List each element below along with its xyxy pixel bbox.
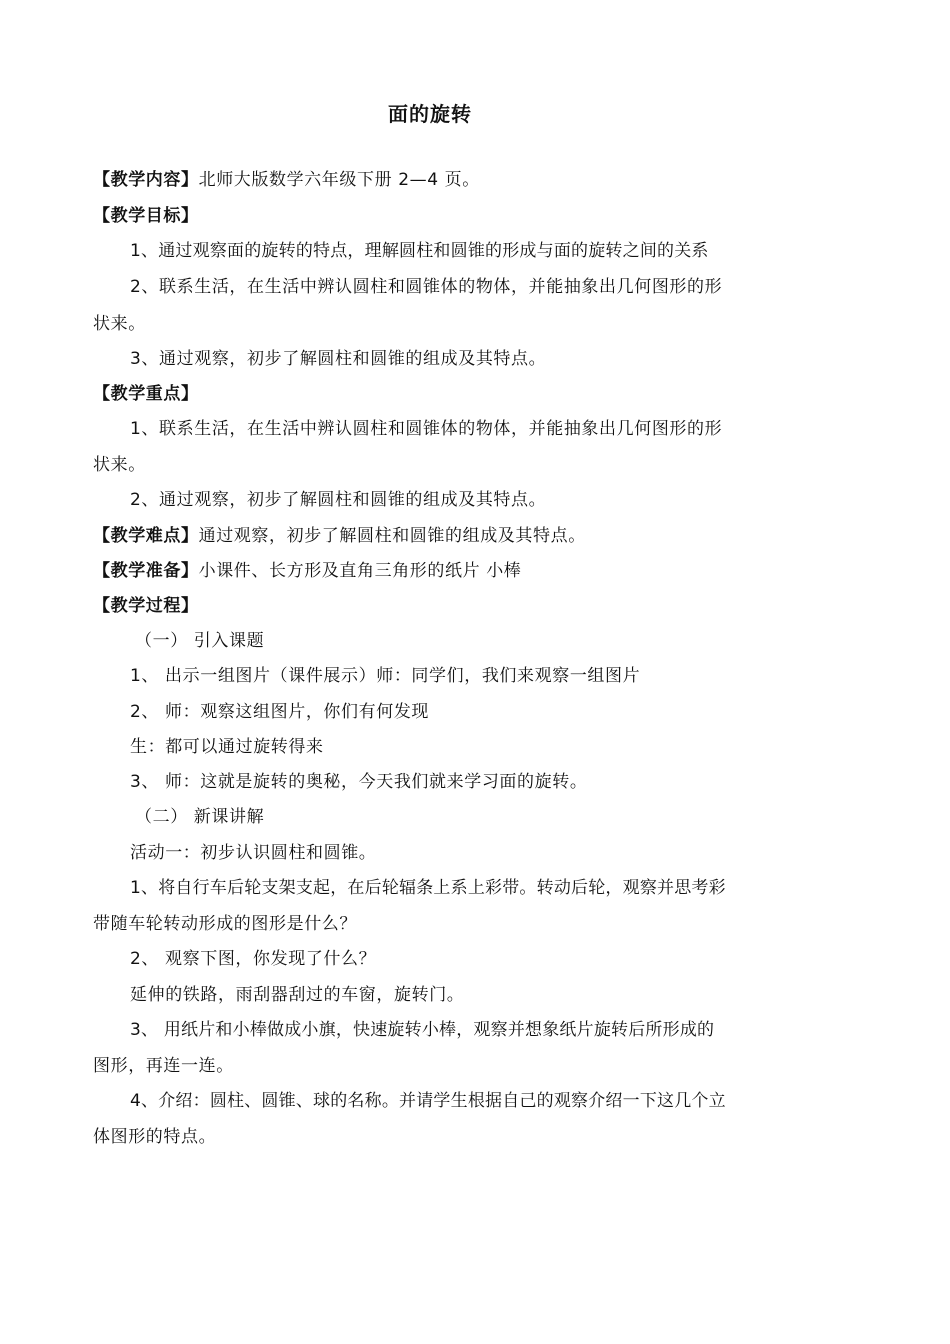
teaching-prep-line	[93, 553, 783, 589]
paragraph-line: 1、将自行车后轮支架支起，在后轮辐条上系上彩带。转动后轮，观察并思考彩	[130, 878, 726, 898]
teaching-goals-heading-line	[93, 198, 783, 234]
paragraph-line: 2、通过观察，初步了解圆柱和圆锥的组成及其特点。	[130, 490, 547, 510]
paragraph-line: 3、 师：这就是旋转的奥秘，今天我们就来学习面的旋转。	[130, 772, 588, 792]
teaching-content-line	[93, 162, 783, 198]
paragraph-line: 4、介绍：圆柱、圆锥、球的名称。并请学生根据自己的观察介绍一下这几个立	[130, 1091, 726, 1111]
paragraph-line: 2、联系生活，在生活中辨认圆柱和圆锥体的物体，并能抽象出几何图形的形	[130, 277, 723, 297]
paragraph-line: 状来。	[93, 455, 146, 475]
subsection-heading: （一） 引入课题	[135, 631, 265, 651]
paragraph-line: 3、 用纸片和小棒做成小旗，快速旋转小棒，观察并想象纸片旋转后所形成的	[130, 1020, 715, 1040]
paragraph-line: 带随车轮转动形成的图形是什么？	[93, 914, 357, 934]
subsection-heading: （二） 新课讲解	[135, 807, 265, 827]
teaching-focus-heading-line	[93, 376, 783, 412]
paragraph-line: 2、 观察下图，你发现了什么？	[130, 949, 377, 969]
section-heading: 【教学内容】	[93, 170, 199, 190]
paragraph-line: 状来。	[93, 314, 146, 334]
section-heading: 【教学难点】	[93, 526, 199, 546]
paragraph-line: 生：都可以通过旋转得来	[130, 737, 324, 757]
paragraph-line: 1、联系生活，在生活中辨认圆柱和圆锥体的物体，并能抽象出几何图形的形	[130, 419, 723, 439]
paragraph-line: 2、 师：观察这组图片，你们有何发现	[130, 702, 430, 722]
section-heading: 【教学重点】	[93, 384, 199, 404]
teaching-difficulty-line	[93, 518, 783, 554]
section-text: 通过观察，初步了解圆柱和圆锥的组成及其特点。	[198, 526, 586, 546]
paragraph-line: 活动一：初步认识圆柱和圆锥。	[130, 843, 377, 863]
document-title: 面的旋转	[388, 102, 472, 126]
section-heading: 【教学目标】	[93, 206, 199, 226]
teaching-process-heading-line	[93, 588, 783, 624]
paragraph-line: 1、 出示一组图片（课件展示）师：同学们，我们来观察一组图片	[130, 666, 641, 686]
paragraph-line: 体图形的特点。	[93, 1127, 217, 1147]
paragraph-line: 图形，再连一连。	[93, 1056, 234, 1076]
paragraph-line: 延伸的铁路，雨刮器刮过的车窗，旋转门。	[130, 985, 465, 1005]
section-heading: 【教学准备】	[93, 561, 199, 581]
section-text: 小课件、长方形及直角三角形的纸片 小棒	[198, 561, 522, 581]
section-heading: 【教学过程】	[93, 596, 199, 616]
paragraph-line: 1、通过观察面的旋转的特点，理解圆柱和圆锥的形成与面的旋转之间的关系	[130, 241, 709, 261]
paragraph-line: 3、通过观察，初步了解圆柱和圆锥的组成及其特点。	[130, 349, 547, 369]
section-text: 北师大版数学六年级下册 2—4 页。	[198, 170, 480, 190]
